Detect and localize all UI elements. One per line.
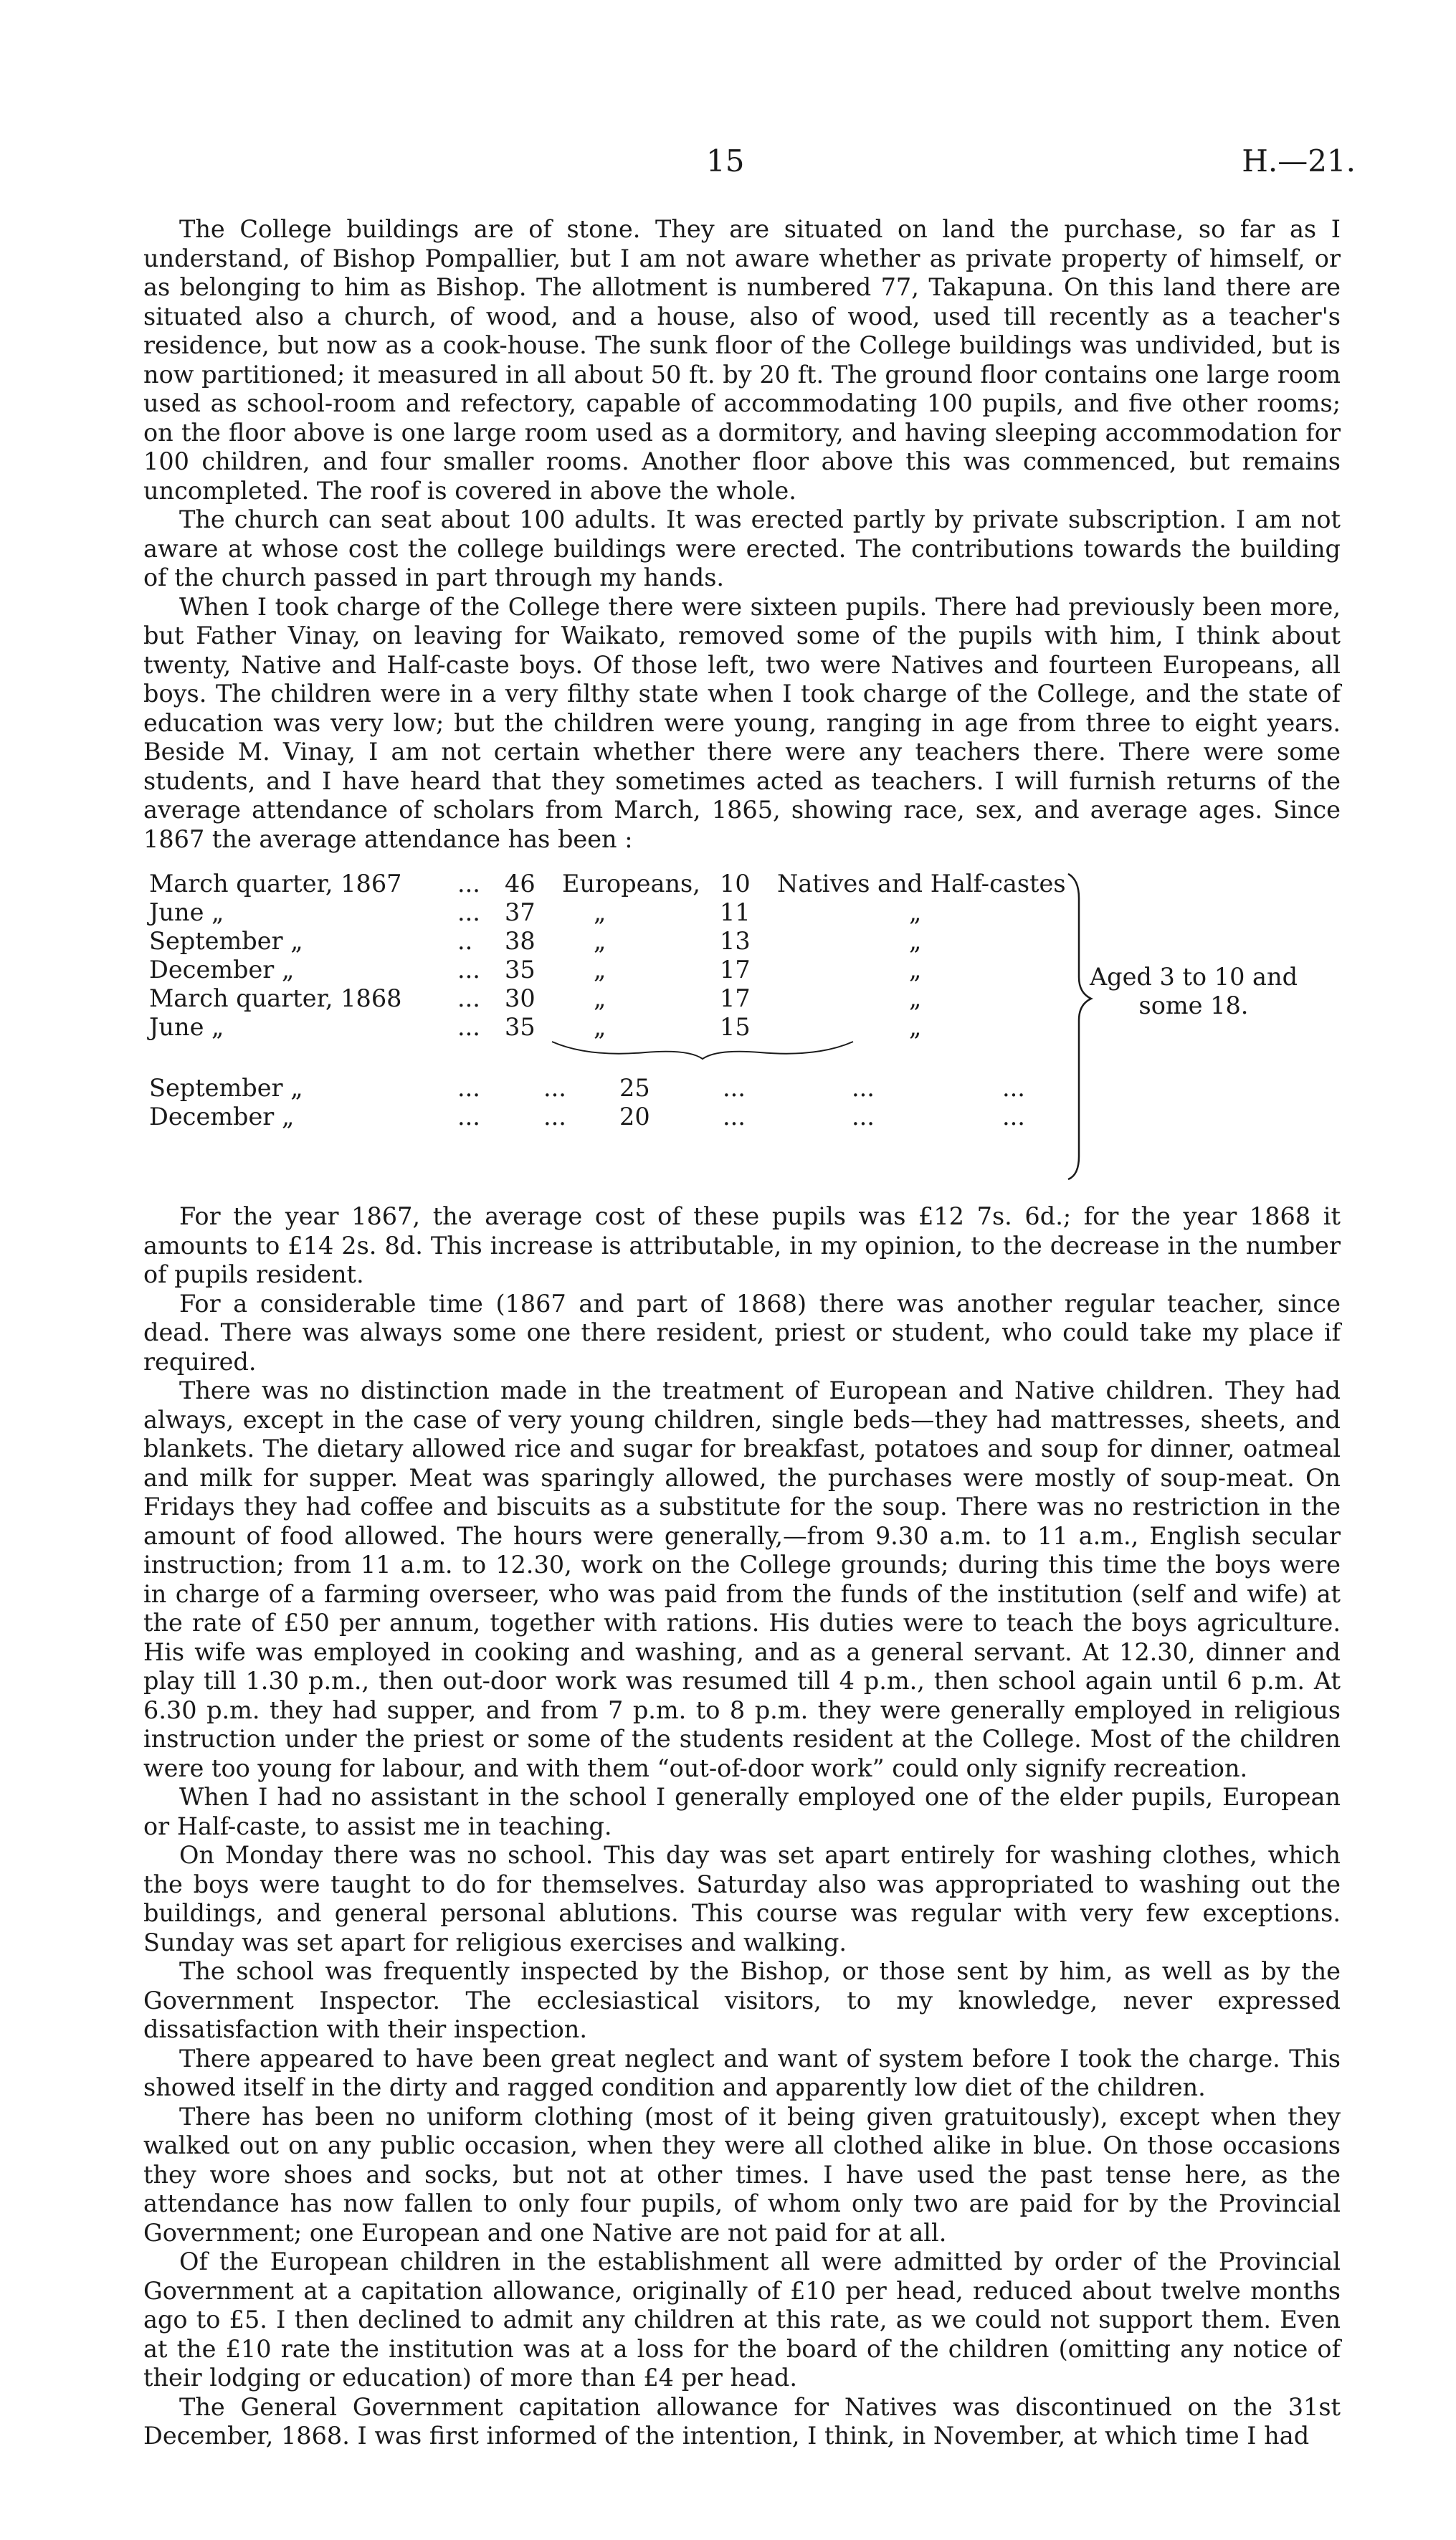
leader-dots: .. xyxy=(457,927,473,955)
natives-cell: 17 xyxy=(720,956,751,984)
age-note: Aged 3 to 10 and some 18. xyxy=(1089,963,1298,1019)
europeans-label: Europeans, xyxy=(562,870,700,898)
europeans-label: „ xyxy=(594,927,606,955)
europeans-label: „ xyxy=(594,984,606,1012)
natives-label: „ xyxy=(909,984,922,1012)
paragraph: For the year 1867, the average cost of these pupils was £12 7s. 6d.; for the year 1868 it amounts to £14 2s. 8d. This increase is attributable, in my opinion, to the decrease in the number of pupils resident. xyxy=(143,1202,1341,1288)
leader-dots: ... xyxy=(1002,1103,1025,1131)
paragraph: The College buildings are of stone. They are situated on land the purchase, so far as I understand, of Bishop Pompallier, but I am not aware whether as private property of himself, or as belonging to him as Bishop. The allotment is numbered 77, Takapuna. On this land there are situated also a church, of wood, and a house, also of wood, used till recently as a teacher's residence, but now as a cook-house. The sunk floor of the College buildings was undivided, but is now partitioned; it measured in all about 50 ft. by 20 ft. The ground floor contains one large room used as school-room and refectory, capable of accommodating 100 pupils, and five other rooms; on the floor above is one large room used as a dormitory, and having sleeping accommodation for 100 children, and four smaller rooms. Another floor above this was commenced, but remains uncompleted. The roof is covered in above the whole. xyxy=(143,215,1341,505)
paragraph: There has been no uniform clothing (most of it being given gratuitously), except when they walked out on any public occasion, when they were all clothed alike in blue. On those occasions they wore shoes and socks, but not at other times. I have used the past tense here, as the attendance has now fallen to only four pupils, of whom only two are paid for by the Provincial Government; one European and one Native are not paid for at all. xyxy=(143,2102,1341,2247)
natives-label: „ xyxy=(909,1013,922,1041)
paragraph: The General Government capitation allowance for Natives was discontinued on the 31st December, 1868. I was first informed of the intention, I think, in November, at which time I had xyxy=(143,2392,1341,2450)
leader-dots: ... xyxy=(852,1074,875,1102)
period-cell: September „ xyxy=(149,1074,303,1102)
europeans-cell: 38 xyxy=(505,927,536,955)
page-number: 15 xyxy=(706,143,745,179)
leader-dots: ... xyxy=(457,898,480,926)
europeans-cell: 46 xyxy=(505,870,536,898)
total-cell: 25 xyxy=(619,1074,650,1102)
europeans-label: „ xyxy=(594,898,606,926)
paragraph: There appeared to have been great neglect and want of system before I took the charge. This showed itself in the dirty and ragged condition and apparently low diet of the children. xyxy=(143,2044,1341,2101)
period-cell: September „ xyxy=(149,927,303,955)
natives-cell: 11 xyxy=(720,898,751,926)
leader-dots: ... xyxy=(852,1103,875,1131)
natives-cell: 13 xyxy=(720,927,751,955)
natives-label: „ xyxy=(909,956,922,984)
period-cell: March quarter, 1867 xyxy=(149,870,402,898)
leader-dots: ... xyxy=(543,1074,566,1102)
paragraph: The school was frequently inspected by the Bishop, or those sent by him, as well as by the Government Inspector. The ecclesiastical visitors, to my knowledge, never expressed dissatisfaction with their inspection. xyxy=(143,1957,1341,2043)
leader-dots: ... xyxy=(457,984,480,1012)
europeans-cell: 37 xyxy=(505,898,536,926)
total-cell: 20 xyxy=(619,1103,650,1131)
natives-cell: 17 xyxy=(720,984,751,1012)
paragraph: When I took charge of the College there were sixteen pupils. There had previously been more, but Father Vinay, on leaving for Waikato, removed some of the pupils with him, I think about twenty, Native and Half-caste boys. Of those left, two were Natives and fourteen Europeans, all boys. The children were in a very filthy state when I took charge of the College, and the state of education was very low; but the children were young, ranging in age from three to eight years. Beside M. Vinay, I am not certain whether there were any teachers there. There were some students, and I have heard that they sometimes acted as teachers. I will furnish returns of the average attendance of scholars from March, 1865, showing race, sex, and average ages. Since 1867 the average attendance has been : xyxy=(143,592,1341,853)
age-group-brace xyxy=(1068,874,1091,1179)
period-cell: June „ xyxy=(149,898,224,926)
leader-dots: ... xyxy=(457,1013,480,1041)
natives-label: Natives and Half-castes xyxy=(777,870,1066,898)
period-cell: December „ xyxy=(149,956,295,984)
page-header xyxy=(0,143,1456,186)
paragraph: When I had no assistant in the school I generally employed one of the elder pupils, European or Half-caste, to assist me in teaching. xyxy=(143,1783,1341,1840)
natives-label: „ xyxy=(909,927,922,955)
europeans-underbrace xyxy=(552,1042,853,1059)
leader-dots: ... xyxy=(457,1074,480,1102)
europeans-label: „ xyxy=(594,956,606,984)
leader-dots: ... xyxy=(457,870,480,898)
natives-cell: 15 xyxy=(720,1013,751,1041)
leader-dots: ... xyxy=(543,1103,566,1131)
leader-dots: ... xyxy=(457,956,480,984)
europeans-cell: 30 xyxy=(505,984,536,1012)
leader-dots: ... xyxy=(723,1103,746,1131)
europeans-cell: 35 xyxy=(505,956,536,984)
leader-dots: ... xyxy=(1002,1074,1025,1102)
paragraph: For a considerable time (1867 and part of 1868) there was another regular teacher, since dead. There was always some one there resident, priest or student, who could take my place if required. xyxy=(143,1289,1341,1376)
body-text xyxy=(143,215,1341,2451)
natives-cell: 10 xyxy=(720,870,751,898)
paragraph: On Monday there was no school. This day was set apart entirely for washing clothes, which the boys were taught to do for themselves. Saturday also was appropriated to washing out the buildings, and general personal ablutions. This course was regular with very few exceptions. Sunday was set apart for religious exercises and walking. xyxy=(143,1841,1341,1956)
paragraph: The church can seat about 100 adults. It was erected partly by private subscription. I am not aware at whose cost the college buildings were erected. The contributions towards the building of the church passed in part through my hands. xyxy=(143,505,1341,591)
paragraph: There was no distinction made in the treatment of European and Native children. They had always, except in the case of very young children, single beds—they had mattresses, sheets, and blankets. The dietary allowed rice and sugar for breakfast, potatoes and soup for dinner, oatmeal and milk for supper. Meat was sparingly allowed, the purchases were mostly of soup-meat. On Fridays they had coffee and biscuits as a substitute for the soup. There was no restriction in the amount of food allowed. The hours were generally,—from 9.30 a.m. to 11 a.m., English secular instruction; from 11 a.m. to 12.30, work on the College grounds; during this time the boys were in charge of a farming overseer, who was paid from the funds of the institution (self and wife) at the rate of £50 per annum, together with rations. His duties were to teach the boys agriculture. His wife was employed in cooking and washing, and as a general servant. At 12.30, dinner and play till 1.30 p.m., then out-door work was resumed till 4 p.m., then school again until 6 p.m. At 6.30 p.m. they had supper, and from 7 p.m. to 8 p.m. they were generally employed in religious instruction under the priest or some of the students resident at the College. Most of the children were too young for labour, and with them “out-of-door work” could only signify recreation. xyxy=(143,1376,1341,1782)
attendance-table xyxy=(143,870,1341,1192)
period-cell: March quarter, 1868 xyxy=(149,984,402,1012)
period-cell: June „ xyxy=(149,1013,224,1041)
leader-dots: ... xyxy=(457,1103,480,1131)
period-cell: December „ xyxy=(149,1103,295,1131)
natives-label: „ xyxy=(909,898,922,926)
europeans-label: „ xyxy=(594,1013,606,1041)
leader-dots: ... xyxy=(723,1074,746,1102)
document-reference: H.—21. xyxy=(1242,143,1356,179)
europeans-cell: 35 xyxy=(505,1013,536,1041)
paragraph: Of the European children in the establishment all were admitted by order of the Provincial Government at a capitation allowance, originally of £10 per head, reduced about twelve months ago to £5. I then declined to admit any children at this rate, as we could not support them. Even at the £10 rate the institution was at a loss for the board of the children (omitting any notice of their lodging or education) of more than £4 per head. xyxy=(143,2248,1341,2392)
